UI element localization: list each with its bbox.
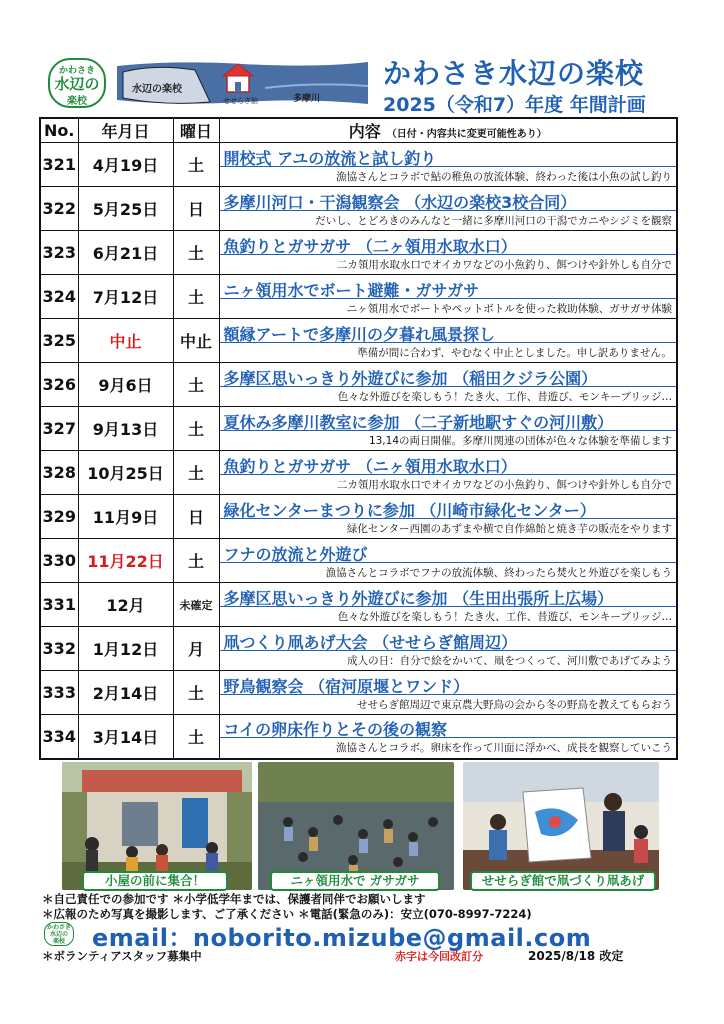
table-row	[40, 407, 677, 451]
mini-logo-line2: 水辺の	[49, 931, 68, 938]
row-content	[219, 671, 677, 715]
logo-line2: 水辺の	[54, 75, 100, 93]
event-title: 魚釣りとガサガサ （二ヶ領用水取水口）	[223, 236, 517, 256]
table-header-row	[40, 118, 677, 143]
header-no: No.	[40, 118, 78, 143]
row-content	[219, 495, 677, 539]
contact-email[interactable]: email：noborito.mizube@gmail.com	[92, 924, 592, 952]
row-day: 土	[173, 407, 219, 451]
table-row	[40, 627, 677, 671]
logo-line1: かわさき	[58, 66, 95, 76]
row-content	[219, 583, 677, 627]
row-day: 未確定	[173, 583, 219, 627]
event-title: フナの放流と外遊び	[223, 544, 368, 564]
banner-label-school: 水辺の楽校	[132, 84, 182, 95]
event-title: コイの卵床作りとその後の観察	[223, 720, 448, 740]
row-day: 月	[173, 627, 219, 671]
row-date: 3月14日	[78, 715, 173, 759]
row-content	[219, 187, 677, 231]
banner-label-seseragi: せせらぎ館	[223, 97, 258, 105]
page-subtitle: 2025（令和7）年度 年間計画	[383, 94, 646, 116]
event-description: 準備が間に合わず、やむなく中止としました。申し訳ありません。	[357, 346, 672, 359]
row-date: 中止	[78, 319, 173, 363]
row-day: 土	[173, 539, 219, 583]
row-no: 321	[40, 143, 78, 187]
header-day: 曜日	[173, 118, 219, 143]
row-date: 9月13日	[78, 407, 173, 451]
event-title: 開校式 アユの放流と試し釣り	[223, 148, 437, 168]
row-content	[219, 363, 677, 407]
header-content-label: 内容	[348, 122, 381, 141]
event-description: せせらぎ館周辺で東京農大野鳥の会から冬の野鳥を教えてもらおう	[357, 698, 672, 711]
page-title: かわさき水辺の楽校	[383, 57, 645, 90]
event-description: 色々な外遊びを楽しもう！たき火、工作、昔遊び、モンキーブリッジ…	[337, 390, 672, 403]
table-row	[40, 583, 677, 627]
photo-caption-kite: せせらぎ館で凧づくり凧あげ	[470, 871, 656, 891]
event-title: 多摩区思いっきり外遊びに参加 （生田出張所上広場）	[223, 588, 614, 608]
row-content	[219, 451, 677, 495]
row-day: 土	[173, 715, 219, 759]
river-banner-illustration	[115, 58, 370, 110]
row-date: 10月25日	[78, 451, 173, 495]
school-logo	[48, 58, 106, 108]
event-title: 夏休み多摩川教室に参加 （二子新地駅すぐの河川敷）	[223, 412, 614, 432]
header	[0, 0, 724, 120]
row-no: 329	[40, 495, 78, 539]
row-date: 6月21日	[78, 231, 173, 275]
table-row	[40, 539, 677, 583]
event-description: 二カ領用水取水口でオイカワなどの小魚釣り、餌つけや針外しも自分で	[336, 478, 672, 491]
event-title: 緑化センターまつりに参加 （川崎市緑化センター）	[223, 500, 596, 520]
row-content	[219, 319, 677, 363]
row-date: 1月12日	[78, 627, 173, 671]
table-row	[40, 671, 677, 715]
event-description: 緑化センター西園のあずまや横で自作綿飴と焼き芋の販売をやります	[346, 522, 672, 535]
table-row	[40, 143, 677, 187]
event-description: 漁協さんとコラボでフナの放流体験、終わったら焚火と外遊びを楽しもう	[325, 566, 672, 579]
revision-red-note: 赤字は今回改訂分	[395, 950, 483, 963]
row-day: 土	[173, 363, 219, 407]
table-row	[40, 319, 677, 363]
row-no: 328	[40, 451, 78, 495]
row-date: 2月14日	[78, 671, 173, 715]
event-description: 13,14の両日開催。多摩川関連の団体が色々な体験を準備します	[368, 434, 672, 447]
event-title: ニヶ領用水でボート避難・ガサガサ	[223, 280, 480, 300]
row-no: 326	[40, 363, 78, 407]
mini-logo-line1: かわさき	[46, 924, 71, 931]
table-row	[40, 231, 677, 275]
event-description: ニヶ領用水でボートやペットボトルを使った救助体験、ガサガサ体験	[346, 302, 672, 315]
event-description: だいし、とどろきのみんなと一緒に多摩川河口の干潟でカニやシジミを観察	[315, 214, 672, 227]
row-no: 330	[40, 539, 78, 583]
row-no: 331	[40, 583, 78, 627]
row-no: 322	[40, 187, 78, 231]
row-day: 土	[173, 451, 219, 495]
logo-line3: 楽校	[67, 96, 87, 107]
revision-date: 2025/8/18 改定	[528, 949, 624, 963]
photo-caption-hut: 小屋の前に集合！	[82, 871, 228, 891]
row-date: 5月25日	[78, 187, 173, 231]
header-date: 年月日	[78, 118, 173, 143]
row-date: 12月	[78, 583, 173, 627]
footer-note-2: ＊広報のため写真を撮影します、ご了承ください ＊電話(緊急のみ)：安立(070-8997-7224)	[42, 907, 532, 921]
table-row	[40, 187, 677, 231]
header-content	[219, 118, 677, 143]
table-row	[40, 275, 677, 319]
schedule-table	[39, 117, 678, 760]
event-title: 多摩川河口・干潟観察会 （水辺の楽校3校合同）	[223, 192, 577, 212]
mini-logo-line3: 楽校	[52, 938, 65, 945]
row-day: 土	[173, 671, 219, 715]
row-date: 11月22日	[78, 539, 173, 583]
event-title: 額縁アートで多摩川の夕暮れ風景探し	[223, 324, 496, 344]
row-date: 4月19日	[78, 143, 173, 187]
event-description: 成人の日：自分で絵をかいて、凧をつくって、河川敷であげてみよう	[347, 654, 672, 667]
row-no: 332	[40, 627, 78, 671]
row-content	[219, 231, 677, 275]
row-content	[219, 715, 677, 759]
event-title: 魚釣りとガサガサ （ニヶ領用水取水口）	[223, 456, 517, 476]
mini-school-logo	[44, 922, 74, 946]
event-title: 野鳥観察会 （宿河原堰とワンド）	[223, 676, 470, 696]
row-no: 327	[40, 407, 78, 451]
row-day: 日	[173, 187, 219, 231]
row-no: 323	[40, 231, 78, 275]
photo-caption-canal: ニヶ領用水で ガサガサ	[270, 871, 440, 891]
row-no: 333	[40, 671, 78, 715]
row-day: 土	[173, 143, 219, 187]
table-row	[40, 451, 677, 495]
table-row	[40, 363, 677, 407]
row-content	[219, 539, 677, 583]
row-no: 324	[40, 275, 78, 319]
row-content	[219, 407, 677, 451]
row-day: 土	[173, 231, 219, 275]
event-description: 二カ領用水取水口でオイカワなどの小魚釣り、餌つけや針外しも自分で	[336, 258, 672, 271]
row-day: 日	[173, 495, 219, 539]
row-content	[219, 143, 677, 187]
event-title: 多摩区思いっきり外遊びに参加 （稲田クジラ公園）	[223, 368, 598, 388]
table-row	[40, 495, 677, 539]
event-description: 漁協さんとコラボで鮎の稚魚の放流体験、終わった後は小魚の試し釣り	[336, 170, 672, 183]
table-row	[40, 715, 677, 759]
row-date: 9月6日	[78, 363, 173, 407]
row-date: 7月12日	[78, 275, 173, 319]
footer-note-1: ＊自己責任での参加です ＊小学低学年までは、保護者同伴でお願いします	[42, 892, 426, 906]
header-content-note: （日付・内容共に変更可能性あり）	[386, 129, 547, 140]
row-day: 土	[173, 275, 219, 319]
row-content	[219, 275, 677, 319]
row-day: 中止	[173, 319, 219, 363]
event-description: 色々な外遊びを楽しもう！たき火、工作、昔遊び、モンキーブリッジ…	[337, 610, 672, 623]
row-date: 11月9日	[78, 495, 173, 539]
event-title: 凧つくり凧あげ大会 （せせらぎ館周辺）	[223, 632, 518, 652]
volunteer-note: ＊ボランティアスタッフ募集中	[42, 949, 202, 963]
row-no: 334	[40, 715, 78, 759]
banner-label-tamagawa: 多摩川	[293, 94, 321, 104]
row-no: 325	[40, 319, 78, 363]
row-content	[219, 627, 677, 671]
event-description: 漁協さんとコラボ。卵床を作って川面に浮かべ、成長を観察していこう	[336, 742, 672, 755]
